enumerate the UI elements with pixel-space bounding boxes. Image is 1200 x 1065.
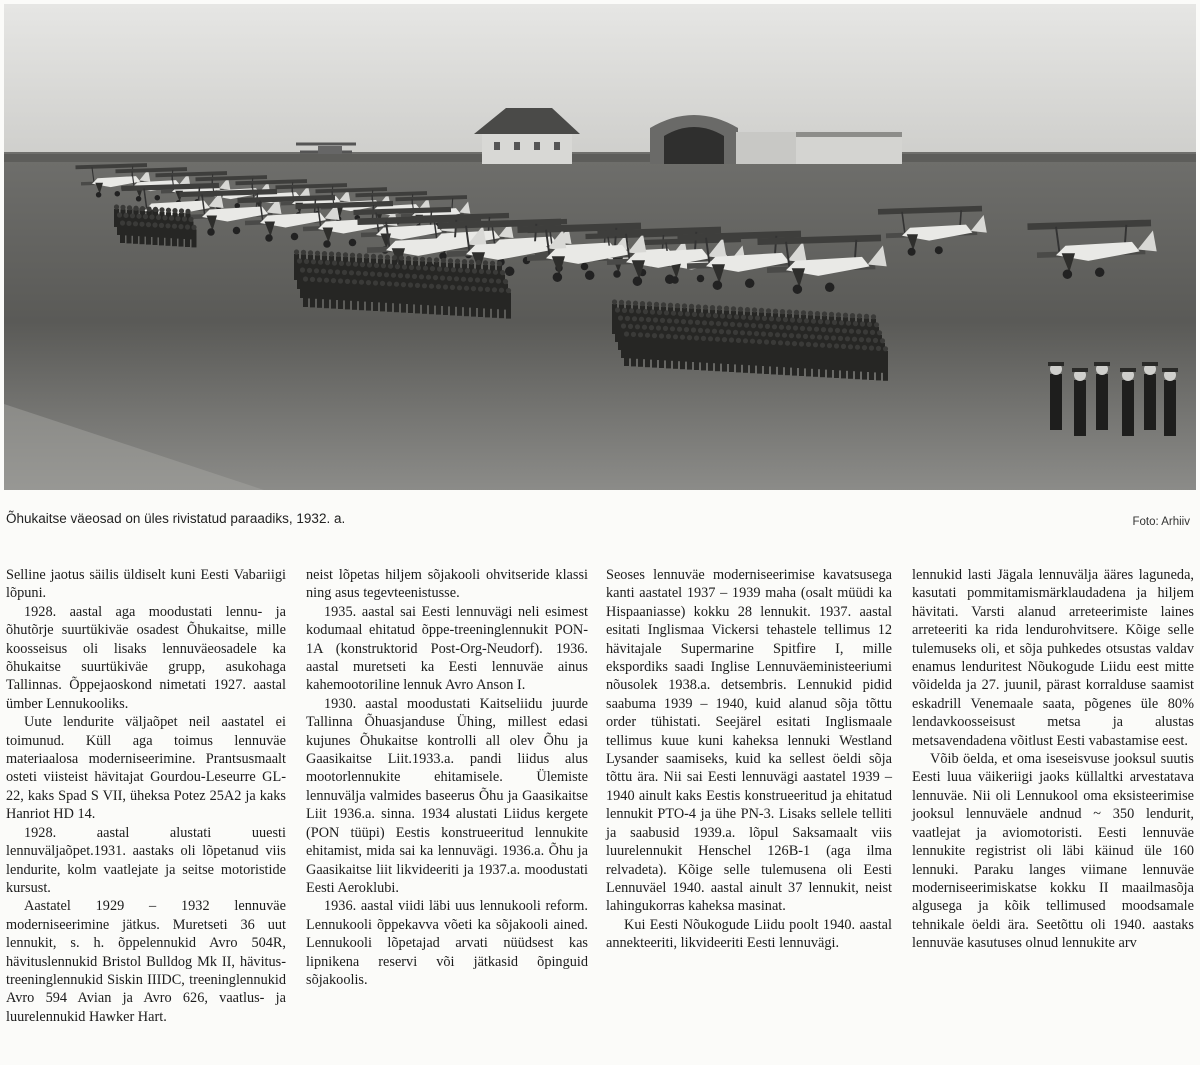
photo-credit: Foto: Arhiiv: [1132, 516, 1190, 528]
airfield-parade-scene: [4, 4, 1196, 490]
paragraph: 1930. aastal moodustati Kaitseliidu juurde Tallinna Õhuasjanduse Ühing, millest edasi kujunes Õhukaitse kontrolli all olev Õhu ja Gaasikaitse Liit.1933.a. pandi liidus alus mootorlennukite ehitamisele. Ülemiste lennuvälja valmides baseerus Õhu ja Gaasikaitse Liit 1936.a. sinna. 1934 alustati Liidus kergete (PON tüüpi) Eestis konstrueeritud lennukite ehitamist, mida sai ka lennuvägi. 1936.a. Õhu ja Gaasikaitse liit likvideeriti ja 1937.a. moodustati Eesti Aeroklubi.: [306, 695, 588, 896]
photo-caption: Õhukaitse väeosad on üles rivistatud paraadiks, 1932. a.: [6, 511, 346, 526]
paragraph: Selline jaotus säilis üldiselt kuni Eesti Vabariigi lõpuni.: [6, 567, 286, 602]
text-column-1: [6, 566, 286, 1026]
paragraph: Kui Eesti Nõukogude Liidu poolt 1940. aastal annekteeriti, likvideeriti Eesti lennuvägi.: [606, 916, 892, 952]
paragraph: 1935. aastal sai Eesti lennuvägi neli esimest kodumaal ehitatud õppe-treeninglennukit PON-1A (konstruktorid Post-Org-Neudorf). 1936. aastal muretseti ka Eesti lennuväe ainus kahemootoriline lennuk Avro Anson I.: [306, 603, 588, 694]
text-column-2: [306, 566, 588, 989]
text-column-4: [912, 566, 1194, 953]
paragraph: lennukid lasti Jägala lennuvälja ääres laguneda, kasutati pommitamismärklaudadena ja hiljem hävitati. Varsti alanud arreteerimiste laines arreteeriti ka rida lendurohvitsere. Kõige selle tulemuseks oli, et sõja puhkedes otsustas valdav enamus lenduritest Nõukogude Liidu eest mitte võidelda ja 27. juunil, pärast korralduse saamist eskadrill Venemaale saata, põgenes üle 80% lendavkoosseisust metsa ja alustas metsavendadena võitlust Eesti vabastamise eest.: [912, 567, 1194, 749]
paragraph: 1928. aastal alustati uuesti lennuväljaõpet.1931. aastaks oli lõpetanud viis lendurite, kolm vaatlejate ja seitse motoristide kursust.: [6, 824, 286, 896]
paragraph: 1936. aastal viidi läbi uus lennukooli reform. Lennukooli õppekavva võeti ka sõjakooli ained. Lennukooli lõpetajad arvati nüüdsest kas lipnikena reservi või jätkasid õpinguid sõjakoolis.: [306, 898, 588, 988]
parade-photograph: [4, 4, 1196, 490]
paragraph: Võib öelda, et oma iseseisvuse jooksul suutis Eesti luua väikeriigi jaoks küllaltki arvestatava lennuväe. Nii oli Lennukool oma eksisteerimise jooksul lennuväele andnud ~ 350 lendurit, vaatlejat ja aviomotoristi. Eesti lennuväe lennukite registrist oli läbi käinud üle 160 lennuki. Paraku langes viimane lennuväe moderniseerimiskatse kokku II maailmasõja algusega ja kõik tellimused moodsamale tehnikale öeldi ära. Seetõttu oli 1940. aastaks lennuväe kasutuses olnud lennukite arv: [912, 751, 1194, 952]
paragraph: Seoses lennuväe moderniseerimise kavatsusega kanti aastatel 1937 – 1939 maha (osalt müüdi ka Hispaaniasse) kokku 28 lennukit. 1937. aastal esitati Inglismaa Vickersi tehastele tellimus 12 hävitajale Supermarine Spitfire I, mille ekspordiks saadi Inglise Lennuväeministeeriumi nõusolek 1938.a. detsembris. Lennukid pidid saabuma 1939 – 1940, kuid alanud sõja tõttu order tühistati. Seejärel esitati Inglismaale tellimus kuue kuni kaheksa lennuki Westland Lysander saamiseks, kuid ka sellest öeldi sõja tõttu ära. Nii sai Eesti lennuvägi aastatel 1939 – 1940 ainult kaks Eestis konstrueeritud ja ehitatud lennukit PTO-4 ja ühe PN-3. Lisaks sellele telliti ja saabusid 1939.a. lõpul Saksamaalt viis luurelennukit Henschel 126B-1 (aga ilma relvadeta). Kõige selle tulemusena oli Eesti Lennuväel 1940. aastal ainult 37 lennukit, neist lahingukorras kaheksa masinat.: [606, 567, 892, 915]
paragraph: Uute lendurite väljaõpet neil aastatel ei toimunud. Küll aga toimus lennuväe materiaalosa moderniseerimine. Prantsusmaalt osteti viisteist hävitajat Gourdou-Leseurre GL-22, kaks Spad S VII, üheksa Potez 25A2 ja kaks Hanriot HD 14.: [6, 714, 286, 823]
text-column-3: [606, 566, 892, 953]
article-body: [6, 566, 1194, 1065]
paragraph: Aastatel 1929 – 1932 lennuväe moderniseerimine jätkus. Muretseti 36 uut lennukit, s. h. õppelennukid Avro 504R, hävituslennukid Bristol Bulldog Mk II, hävitus-treeninglennukid Siskin IIIDC, treeninglennukid Avro 594 Avian ja Avro 626, vaatlus- ja luurelennukid Hawker Hart.: [6, 898, 286, 1025]
paragraph: neist lõpetas hiljem sõjakooli ohvitseride klassi ning asus tegevteenistusse.: [306, 567, 588, 602]
paragraph: 1928. aastal aga moodustati lennu- ja õhutõrje suurtükiväe osadest Õhukaitse, mille koosseisus oli lisaks lennuväeosadele ka õhukaitse suurtükiväe grupp, asukohaga Tallinnas. Õppejaoskond nimetati 1927. aastal ümber Lennukooliks.: [6, 603, 286, 712]
